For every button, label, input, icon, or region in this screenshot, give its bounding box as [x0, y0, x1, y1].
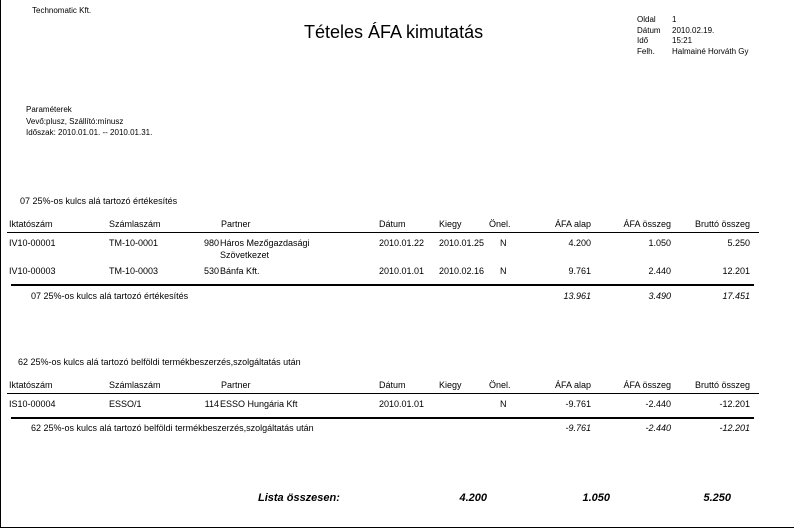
cell-afa-osszeg: -2.440	[645, 399, 671, 409]
header-divider	[7, 232, 759, 233]
cell-partner: Háros Mezőgazdasági	[220, 238, 310, 248]
col-header-afa-osszeg: ÁFA összeg	[623, 380, 671, 390]
cell-szamlaszam: TM-10-0001	[109, 238, 159, 248]
col-header-brutto: Bruttó összeg	[694, 380, 750, 390]
grand-total-afa-alap: 4.200	[459, 492, 487, 504]
col-header-afa-alap: ÁFA alap	[554, 380, 591, 390]
meta-value-page: 1	[672, 15, 677, 24]
cell-onel: N	[500, 399, 507, 409]
cell-iktatoszam: IV10-00001	[9, 238, 56, 248]
total-label: 07 25%-os kulcs alá tartozó értékesítés	[31, 291, 189, 301]
meta-label-time: Idő	[637, 36, 649, 46]
cell-datum: 2010.01.01	[379, 266, 425, 276]
cell-kiegy: 2010.02.16	[439, 266, 485, 276]
col-header-partner: Partner	[221, 219, 251, 229]
report-title: Tételes ÁFA kimutatás	[304, 22, 484, 42]
grand-total-label: Lista összesen:	[258, 492, 340, 504]
cell-iktatoszam: IV10-00003	[9, 266, 56, 276]
col-header-afa-alap: ÁFA alap	[554, 219, 591, 229]
cell-partner-code: 530	[203, 266, 219, 276]
cell-kiegy: 2010.01.25	[439, 238, 485, 248]
cell-partner: Bánfa Kft.	[220, 266, 260, 276]
cell-onel: N	[500, 238, 507, 248]
meta-values	[672, 15, 748, 58]
meta-label-user: Felh.	[637, 47, 655, 57]
cell-datum: 2010.01.01	[379, 399, 425, 409]
col-header-datum: Dátum	[379, 219, 406, 229]
total-brutto: -12.201	[719, 423, 750, 433]
col-header-partner: Partner	[221, 380, 251, 390]
total-divider	[11, 284, 754, 286]
header-divider	[7, 393, 759, 394]
total-afa-osszeg: 3.490	[648, 291, 671, 301]
total-divider	[11, 417, 754, 419]
cell-afa-alap: -9.761	[565, 399, 591, 409]
meta-labels	[637, 15, 661, 58]
parameters-line-1: Vevő:plusz, Szállító:mínusz	[26, 116, 124, 126]
meta-value-user: Halmainé Horváth Gy	[672, 47, 749, 57]
total-brutto: 17.451	[722, 291, 750, 301]
col-header-datum: Dátum	[379, 380, 406, 390]
cell-afa-alap: 9.761	[568, 266, 591, 276]
cell-brutto: 12.201	[722, 266, 750, 276]
cell-partner-code: 114	[204, 399, 219, 409]
cell-partner-line2: Szövetkezet	[220, 250, 270, 260]
col-header-brutto: Bruttó összeg	[694, 219, 750, 229]
cell-iktatoszam: IS10-00004	[9, 399, 56, 409]
parameters-block	[26, 104, 152, 139]
parameters-line-2: Időszak: 2010.01.01. -- 2010.01.31.	[26, 128, 153, 137]
company-name: Technomatic Kft.	[32, 6, 92, 15]
total-afa-alap: 13.961	[563, 291, 591, 301]
grand-total-afa-osszeg: 1.050	[582, 492, 610, 504]
cell-datum: 2010.01.22	[379, 238, 425, 248]
meta-label-page: Oldal	[637, 15, 656, 24]
meta-value-date: 2010.02.19.	[672, 25, 715, 35]
cell-afa-alap: 4.200	[568, 238, 591, 248]
cell-afa-osszeg: 2.440	[648, 266, 671, 276]
section-title: 07 25%-os kulcs alá tartozó értékesítés	[20, 196, 178, 206]
col-header-iktatoszam: Iktatószám	[9, 219, 53, 229]
col-header-kiegy: Kiegy	[439, 219, 462, 229]
cell-partner: ESSO Hungária Kft	[220, 399, 298, 409]
grand-total-brutto: 5.250	[703, 492, 731, 504]
cell-onel: N	[500, 266, 507, 276]
total-afa-alap: -9.761	[565, 423, 591, 433]
col-header-onel: Önel.	[489, 219, 511, 229]
cell-szamlaszam: TM-10-0003	[109, 266, 159, 276]
total-label: 62 25%-os kulcs alá tartozó belföldi termékbeszerzés,szolgáltatás után	[31, 423, 314, 433]
section-title: 62 25%-os kulcs alá tartozó belföldi termékbeszerzés,szolgáltatás után	[18, 357, 301, 367]
col-header-afa-osszeg: ÁFA összeg	[623, 219, 671, 229]
col-header-szamlaszam: Számlaszám	[109, 219, 161, 229]
meta-label-date: Dátum	[637, 25, 661, 35]
cell-partner-code: 980	[203, 238, 219, 248]
meta-value-time: 15:21	[672, 36, 693, 46]
col-header-kiegy: Kiegy	[439, 380, 462, 390]
cell-brutto: 5.250	[727, 238, 750, 248]
cell-afa-osszeg: 1.050	[648, 238, 671, 248]
parameters-heading: Paraméterek	[26, 105, 72, 114]
cell-szamlaszam: ESSO/1	[109, 399, 142, 409]
col-header-onel: Önel.	[489, 380, 511, 390]
col-header-iktatoszam: Iktatószám	[9, 380, 53, 390]
col-header-szamlaszam: Számlaszám	[109, 380, 161, 390]
cell-brutto: -12.201	[719, 399, 750, 409]
total-afa-osszeg: -2.440	[645, 423, 671, 433]
